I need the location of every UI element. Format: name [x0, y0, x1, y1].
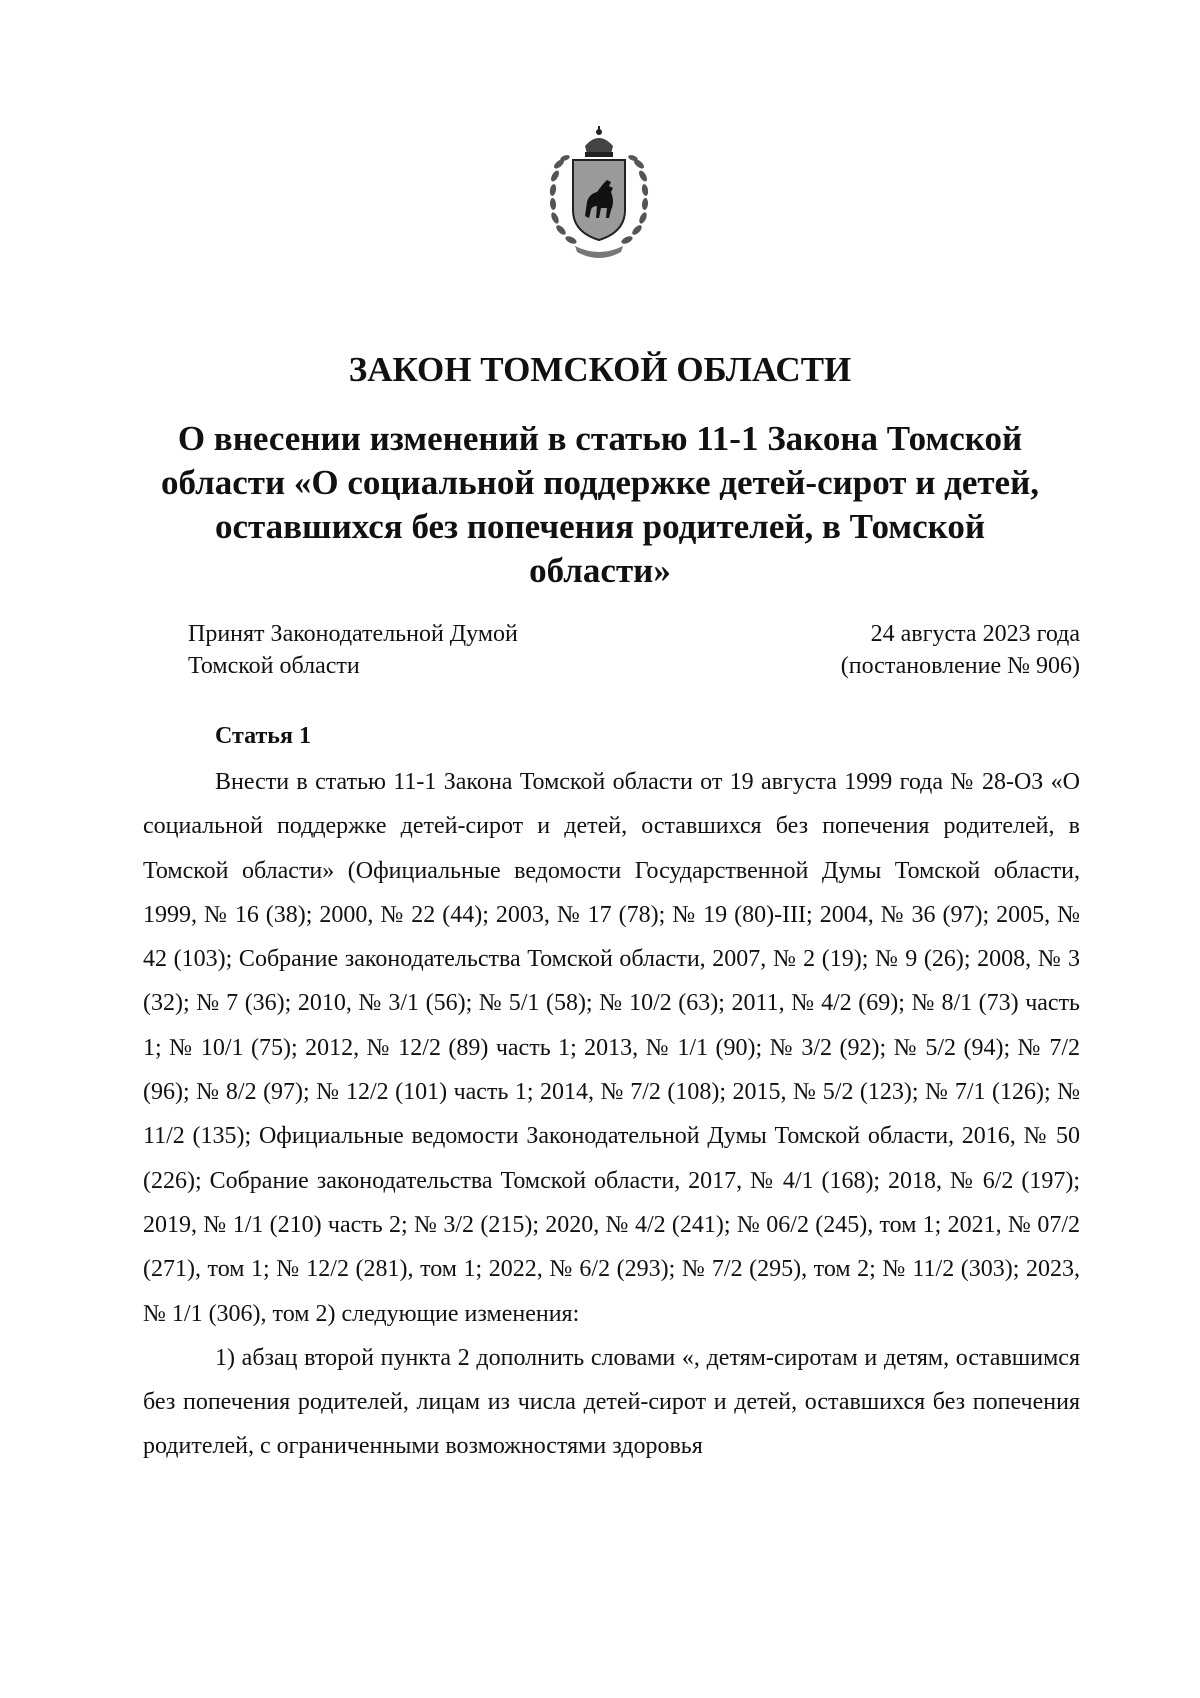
adoption-resolution: (постановление № 906) — [840, 653, 1080, 679]
adoption-date-block — [841, 618, 1080, 682]
article-heading: Статья 1 — [215, 723, 311, 749]
law-subtitle: О внесении изменений в статью 11-1 Закона Томской области «О социальной поддержке детей-сирот и детей, оставшихся без попечения родителей, в Томской области» — [160, 419, 1040, 590]
adoption-line-1: Принят Законодательной Думой — [188, 621, 518, 647]
tomsk-oblast-coat-of-arms-icon — [545, 124, 653, 264]
law-title: ЗАКОН ТОМСКОЙ ОБЛАСТИ — [348, 350, 852, 389]
adoption-body — [188, 618, 518, 682]
article-paragraph-1: Внести в статью 11-1 Закона Томской области от 19 августа 1999 года № 28-ОЗ «О социальной поддержке детей-сирот и детей, оставшихся без попечения родителей, в Томской области» (Официальные ведомости Государственной Думы Томской области, 1999, № 16 (38); 2000, № 22 (44); 2003, № 17 (78); № 19 (80)-III; 2004, № 36 (97); 2005, № 42 (103); Собрание законодательства Томской области, 2007, № 2 (19); № 9 (26); 2008, № 3 (32); № 7 (36); 2010, № 3/1 (56); № 5/1 (58); № 10/2 (63); 2011, № 4/2 (69); № 8/1 (73) часть 1; № 10/1 (75); 2012, № 12/2 (89) часть 1; 2013, № 1/1 (90); № 3/2 (92); № 5/2 (94); № 7/2 (96); № 8/2 (97); № 12/2 (101) часть 1; 2014, № 7/2 (108); 2015, № 5/2 (123); № 7/1 (126); № 11/2 (135); Официальные ведомости Законодательной Думы Томской области, 2016, № 50 (226); Собрание законодательства Томской области, 2017, № 4/1 (168); 2018, № 6/2 (197); 2019, № 1/1 (210) часть 2; № 3/2 (215); 2020, № 4/2 (241); № 06/2 (245), том 1; 2021, № 07/2 (271), том 1; № 12/2 (281), том 1; 2022, № 6/2 (293); № 7/2 (295), том 2; № 11/2 (303); 2023, № 1/1 (306), том 2) следующие изменения: — [143, 769, 1080, 1327]
adoption-date: 24 августа 2023 года — [870, 621, 1080, 647]
article-body — [143, 760, 1080, 1469]
adoption-line-2: Томской области — [188, 653, 360, 679]
article-paragraph-2: 1) абзац второй пункта 2 дополнить словами «, детям-сиротам и детям, оставшимся без попечения родителей, лицам из числа детей-сирот и детей, оставшихся без попечения родителей, с ограниченными возможностями здоровья — [143, 1344, 1080, 1460]
